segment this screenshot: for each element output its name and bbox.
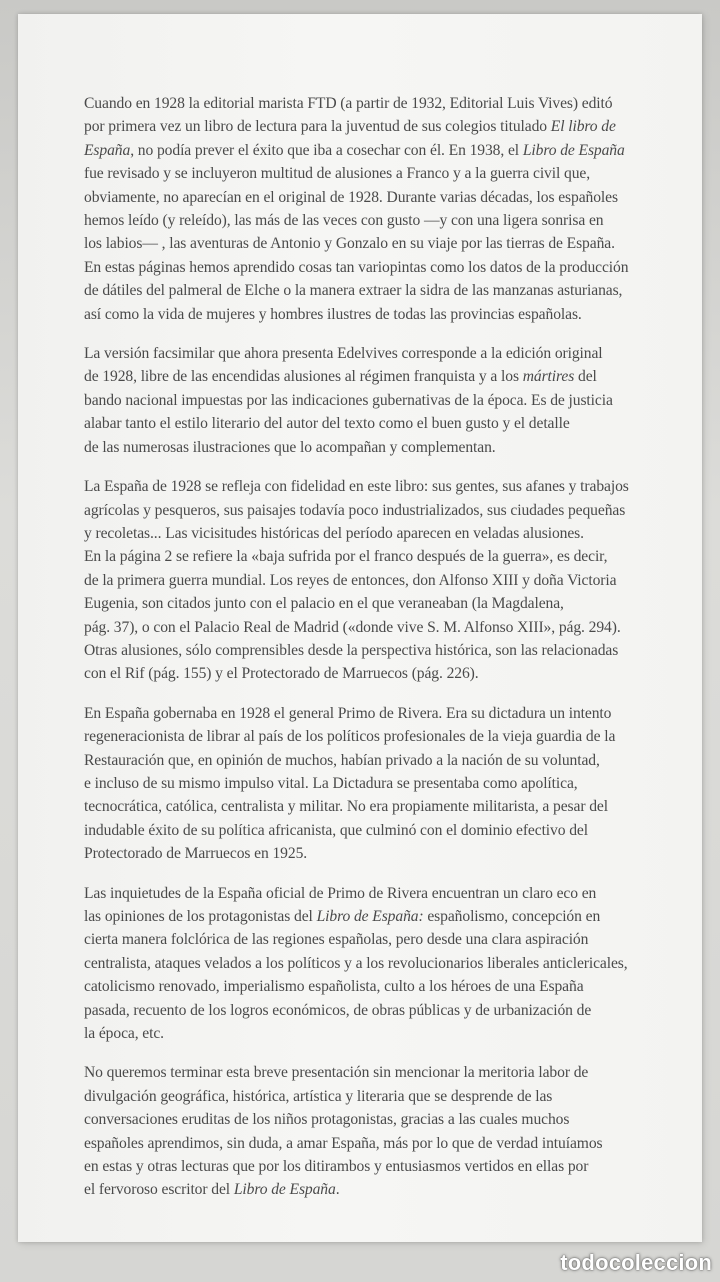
italic-text: Libro de España <box>233 1181 336 1199</box>
text-segment: No queremos terminar esta breve presentación sin mencionar la meritoria labor de <box>84 1064 589 1082</box>
text-segment: bando nacional impuestas por las indicaciones gubernativas de la época. Es de justicia <box>84 391 613 409</box>
text-segment: En estas páginas hemos aprendido cosas tan variopintas como los datos de la producción <box>84 258 629 276</box>
paragraph <box>84 92 674 326</box>
text-segment: obviamente, no aparecían en el original de 1928. Durante varias décadas, los españoles <box>84 188 618 206</box>
text-line <box>84 662 674 685</box>
text-segment: La España de 1928 se refleja con fidelidad en este libro: sus gentes, sus afanes y trabajos <box>84 478 629 496</box>
text-line <box>84 1108 674 1131</box>
text-line <box>84 256 674 279</box>
text-segment: por primera vez un libro de lectura para la juventud de sus colegios titulado <box>84 118 551 136</box>
text-line <box>84 389 674 412</box>
text-line <box>84 819 674 842</box>
text-segment: En España gobernaba en 1928 el general Primo de Rivera. Era su dictadura un intento <box>84 704 612 722</box>
paragraph <box>84 475 674 686</box>
text-segment: de dátiles del palmeral de Elche o la manera extraer la sidra de las manzanas asturianas, <box>84 282 623 300</box>
text-line <box>84 702 674 725</box>
text-segment: La versión facsimilar que ahora presenta Edelvives corresponde a la edición original <box>84 345 603 363</box>
text-line <box>84 92 674 115</box>
text-line <box>84 279 674 302</box>
text-line <box>84 545 674 568</box>
text-line <box>84 725 674 748</box>
watermark-logo: todocoleccion <box>560 1250 712 1275</box>
text-line <box>84 303 674 326</box>
text-line <box>84 592 674 615</box>
text-segment: en estas y otras lecturas que por los ditirambos y entusiasmos vertidos en ellas por <box>84 1158 589 1176</box>
text-line <box>84 1178 674 1201</box>
text-segment: de la primera guerra mundial. Los reyes de entonces, don Alfonso XIII y doña Victoria <box>84 571 617 589</box>
text-segment: españolismo, concepción en <box>423 908 601 925</box>
text-line <box>84 569 674 592</box>
text-segment: Las inquietudes de la España oficial de Primo de Rivera encuentran un claro eco en <box>84 884 597 902</box>
text-line <box>84 522 674 545</box>
text-segment: indudable éxito de su política africanista, que culminó con el dominio efectivo del <box>84 821 588 839</box>
text-segment: el fervoroso escritor del <box>84 1181 234 1199</box>
paragraph <box>84 342 674 459</box>
text-line <box>84 749 674 772</box>
text-line <box>84 186 674 209</box>
text-line <box>84 115 674 138</box>
text-line <box>84 209 674 232</box>
text-segment: agrícolas y pesqueros, sus paisajes todavía poco industrializados, sus ciudades pequeñas <box>84 501 626 519</box>
paragraph <box>84 882 674 1046</box>
text-line <box>84 139 674 162</box>
text-line <box>84 1061 674 1084</box>
text-line <box>84 499 674 522</box>
italic-text: España <box>84 141 131 159</box>
text-line <box>84 342 674 365</box>
text-segment: alabar tanto el estilo literario del autor del texto como el buen gusto y el detalle <box>84 415 570 433</box>
text-segment: y recoletas... Las vicisitudes históricas del período aparecen en veladas alusiones. <box>84 524 584 542</box>
text-segment: , no podía prever el éxito que iba a cosechar con él. En 1938, el <box>130 141 523 159</box>
text-segment: pág. 37), o con el Palacio Real de Madrid («donde vive S. M. Alfonso XIII», pág. 294). <box>84 618 621 636</box>
page-text-body <box>84 92 674 1218</box>
text-line <box>84 1022 674 1045</box>
text-line <box>84 795 674 818</box>
text-segment: En la página 2 se refiere la «baja sufrida por el franco después de la guerra», es decir, <box>84 548 608 566</box>
text-segment: de las numerosas ilustraciones que lo acompañan y complementan. <box>84 438 496 456</box>
text-segment: Protectorado de Marruecos en 1925. <box>84 845 308 863</box>
text-line <box>84 999 674 1022</box>
text-line <box>84 905 674 928</box>
text-line <box>84 365 674 388</box>
text-line <box>84 842 674 865</box>
printed-page <box>18 14 702 1242</box>
text-segment: tecnocrática, católica, centralista y militar. No era propiamente militarista, a pesar del <box>84 798 608 816</box>
text-segment: cierta manera folclórica de las regiones españolas, pero desde una clara aspiración <box>84 931 589 949</box>
text-line <box>84 882 674 905</box>
text-line <box>84 475 674 498</box>
text-line <box>84 639 674 662</box>
text-segment: . <box>335 1181 340 1199</box>
text-line <box>84 436 674 459</box>
text-line <box>84 1132 674 1155</box>
text-segment: del <box>574 368 597 386</box>
text-line <box>84 232 674 255</box>
text-segment: Eugenia, son citados junto con el palacio en el que veraneaban (la Magdalena, <box>84 595 564 613</box>
italic-text: mártires <box>522 368 575 386</box>
text-segment: fue revisado y se incluyeron multitud de alusiones a Franco y a la guerra civil que, <box>84 165 591 183</box>
text-segment: Otras alusiones, sólo comprensibles desde la perspectiva histórica, son las relacionadas <box>84 641 619 659</box>
text-segment: con el Rif (pág. 155) y el Protectorado de Marruecos (pág. 226). <box>84 665 479 683</box>
text-line <box>84 975 674 998</box>
text-line <box>84 772 674 795</box>
text-line <box>84 952 674 975</box>
text-segment: Cuando en 1928 la editorial marista FTD (a partir de 1932, Editorial Luis Vives) editó <box>84 95 613 112</box>
text-segment: Restauración que, en opinión de muchos, habían privado a la nación de su voluntad, <box>84 751 600 769</box>
text-line <box>84 1085 674 1108</box>
text-segment: las opiniones de los protagonistas del <box>84 908 317 925</box>
text-segment: la época, etc. <box>84 1025 164 1043</box>
text-segment: pasada, recuento de los logros económicos, de obras públicas y de urbanización de <box>84 1001 592 1019</box>
text-segment: así como la vida de mujeres y hombres ilustres de todas las provincias españolas. <box>84 305 582 323</box>
italic-text: El libro de <box>550 118 616 136</box>
text-line <box>84 1155 674 1178</box>
text-segment: centralista, ataques velados a los políticos y a los revolucionarios liberales anticlericales, <box>84 954 628 972</box>
text-line <box>84 162 674 185</box>
text-segment: catolicismo renovado, imperialismo españolista, culto a los héroes de una España <box>84 978 584 996</box>
text-line <box>84 412 674 435</box>
text-line <box>84 928 674 951</box>
text-segment: e incluso de su mismo impulso vital. La Dictadura se presentaba como apolítica, <box>84 774 578 792</box>
text-segment: de 1928, libre de las encendidas alusiones al régimen franquista y a los <box>84 368 523 386</box>
paragraph <box>84 702 674 866</box>
italic-text: Libro de España: <box>316 908 424 925</box>
text-segment: conversaciones eruditas de los niños protagonistas, gracias a las cuales muchos <box>84 1111 570 1129</box>
paragraph <box>84 1061 674 1201</box>
text-segment: hemos leído (y releído), las más de las veces con gusto —y con una ligera sonrisa en <box>84 212 604 230</box>
text-segment: los labios— , las aventuras de Antonio y Gonzalo en su viaje por las tierras de España. <box>84 235 615 253</box>
text-segment: divulgación geográfica, histórica, artística y literaria que se desprende de las <box>84 1087 553 1105</box>
italic-text: Libro de España <box>522 141 625 159</box>
text-segment: regeneracionista de librar al país de los políticos profesionales de la vieja guardia de la <box>84 728 616 746</box>
text-segment: españoles aprendimos, sin duda, a amar España, más por lo que de verdad intuíamos <box>84 1134 603 1152</box>
text-line <box>84 616 674 639</box>
